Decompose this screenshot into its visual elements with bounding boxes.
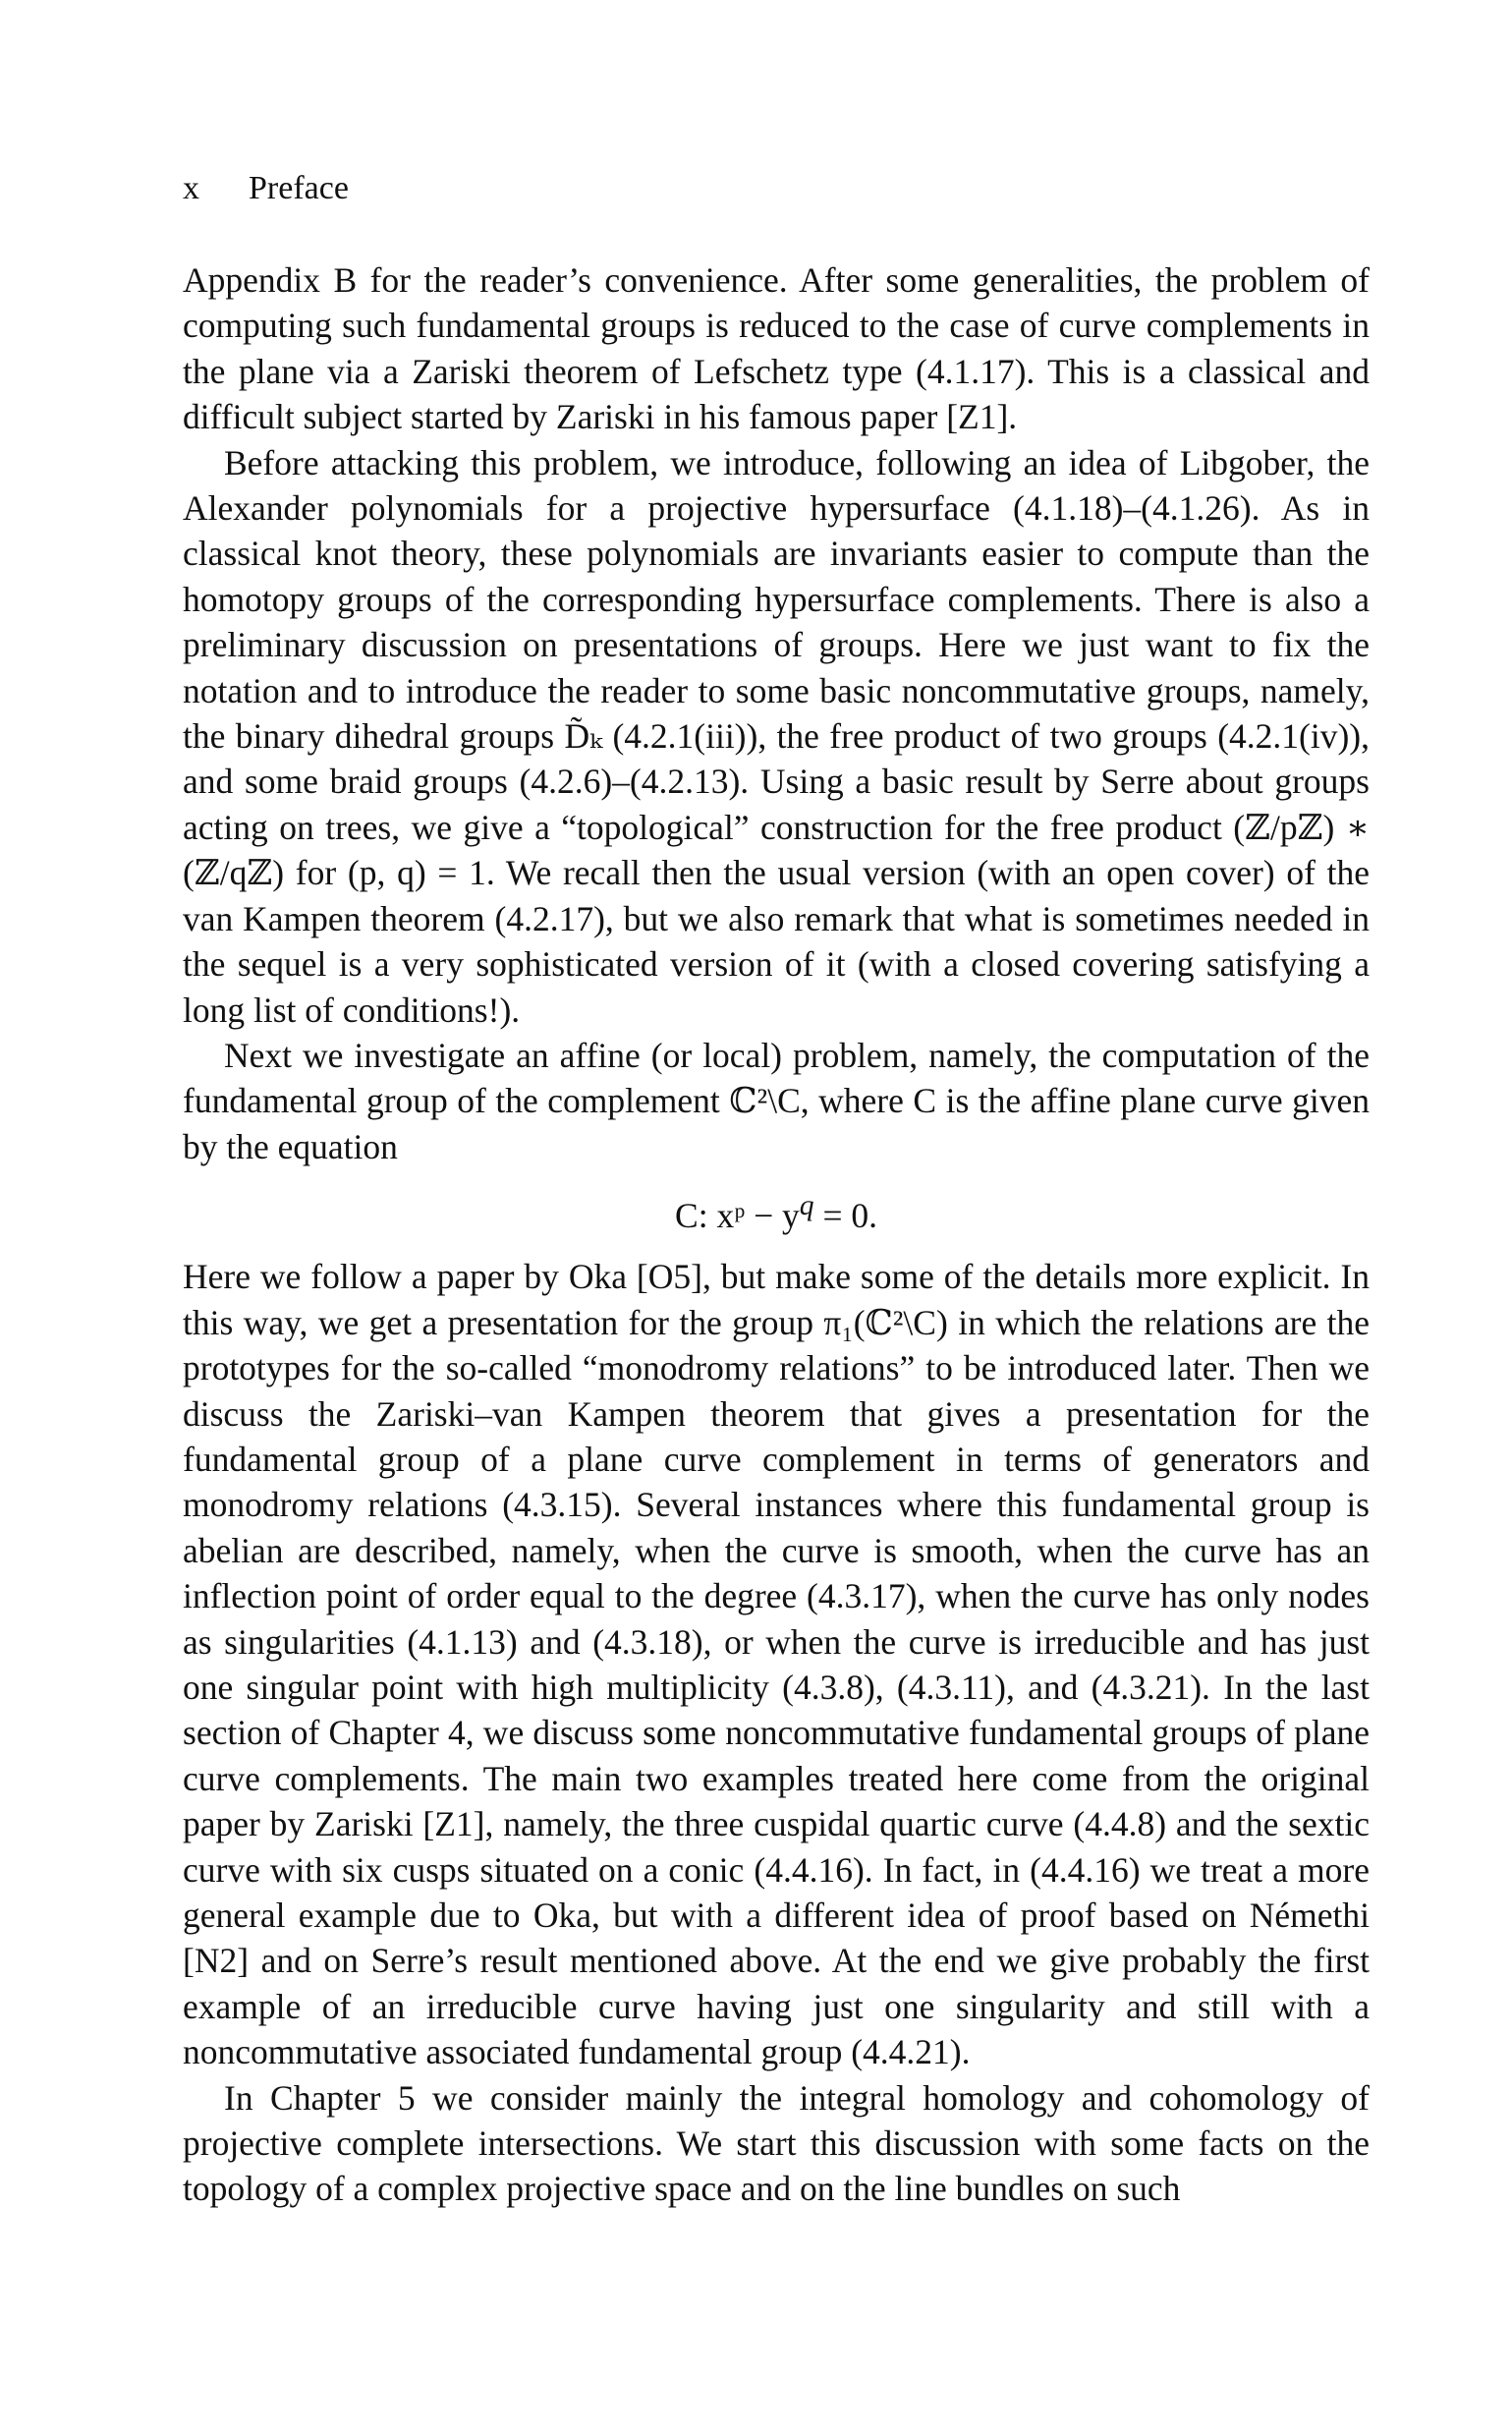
equation-rhs: = 0.: [813, 1195, 877, 1235]
display-equation: [183, 1183, 1370, 1238]
running-head: [183, 169, 349, 208]
body-text: [183, 257, 1370, 2212]
section-title: Preface: [249, 170, 349, 206]
paragraph-2: Before attacking this problem, we introduce, following an idea of Libgober, the Alexander polynomials for a projective hypersurface (4.1.18)–(4.1.26). As in classical knot theory, these polynomials are invariants easier to compute than the homotopy groups of the corresponding hypersurface complements. There is also a preliminary discussion on presentations of groups. Here we just want to fix the notation and to introduce the reader to some basic noncommutative groups, namely, the binary dihedral groups D̃ₖ (4.2.1(iii)), the free product of two groups (4.2.1(iv)), and some braid groups (4.2.6)–(4.2.13). Using a basic result by Serre about groups acting on trees, we give a “topological” construction for the free product (ℤ/pℤ) ∗ (ℤ/qℤ) for (p, q) = 1. We recall then the usual version (with an open cover) of the van Kampen theorem (4.2.17), but we also remark that what is sometimes needed in the sequel is a very sophisticated version of it (with a closed covering satisfying a long list of conditions!).: [183, 442, 1370, 1030]
paragraph-5: In Chapter 5 we consider mainly the integral homology and cohomology of projective complete intersections. We start this discussion with some facts on the topology of a complex projective space and on the line bundles on such: [183, 2077, 1370, 2209]
equation-lhs: C: xᵖ − y: [675, 1195, 800, 1235]
paragraph-1: Appendix B for the reader’s convenience. After some generalities, the problem of computing such fundamental groups is reduced to the case of curve complements in the plane via a Zariski theorem of Lefschetz type (4.1.17). This is a classical and difficult subject started by Zariski in his famous paper [Z1].: [183, 260, 1370, 437]
paragraph-3: Next we investigate an affine (or local) problem, namely, the computation of the fundamental group of the complement ℂ²\C, where C is the affine plane curve given by the equation: [183, 1035, 1370, 1166]
equation-exponent: q: [799, 1190, 814, 1222]
paragraph-4: Here we follow a paper by Oka [O5], but make some of the details more explicit. In this way, we get a presentation for the group π₁(ℂ²\C) in which the relations are the prototypes for the so-called “monodromy relations” to be introduced later. Then we discuss the Zariski–van Kampen theorem that gives a presentation for the fundamental group of a plane curve complement in terms of generators and monodromy relations (4.3.15). Several instances where this fundamental group is abelian are described, namely, when the curve is smooth, when the curve has an inflection point of order equal to the degree (4.3.17), when the curve has only nodes as singularities (4.1.13) and (4.3.18), or when the curve is irreducible and has just one singular point with high multiplicity (4.3.8), (4.3.11), and (4.3.21). In the last section of Chapter 4, we discuss some noncommutative fundamental groups of plane curve complements. The main two examples treated here come from the original paper by Zariski [Z1], namely, the three cuspidal quartic curve (4.4.8) and the sextic curve with six cusps situated on a conic (4.4.16). In fact, in (4.4.16) we treat a more general example due to Oka, but with a different idea of proof based on Némethi [N2] and on Serre’s result mentioned above. At the end we give probably the first example of an irreducible curve having just one singularity and still with a noncommutative associated fundamental group (4.4.21).: [183, 1257, 1370, 2072]
page-number: x: [183, 170, 199, 206]
